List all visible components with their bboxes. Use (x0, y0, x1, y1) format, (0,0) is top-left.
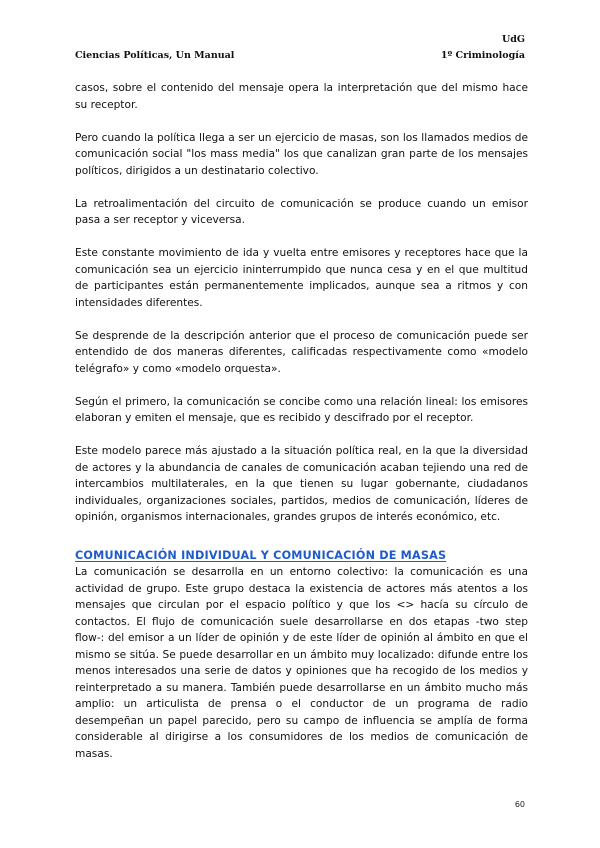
paragraph: La retroalimentación del circuito de comunicación se produce cuando un emisor pasa a ser receptor y viceversa. (75, 197, 528, 226)
page-number: 60 (514, 800, 525, 809)
section-paragraph: La comunicación se desarrolla en un entorno colectivo: la comunicación es una actividad de grupo. Este grupo destaca la existencia de actores más atentos a los mensajes que circulan por el espacio político y que los <> hacía su círculo de contactos. El flujo de comunicación suele desarrollarse en dos etapas -two step flow-: del emisor a un líder de opinión y de este líder de opinión al ámbito en que el mismo se sitúa. Se puede desarrollar en un ámbito muy localizado: difunde entre los menos interesados una serie de datos y opiniones que ha recogido de los medios y reinterpretado a su manera. También puede desarrollarse en un ámbito mucho más amplio: un articulista de prensa o el conductor de un programa de radio desempeñan un papel parecido, pero su campo de influencia se amplía de forma considerable al dirigirse a los consumidores de los medios de comunicación de masas. (75, 566, 528, 760)
paragraph: casos, sobre el contenido del mensaje opera la interpretación que del mismo hace su receptor. (75, 82, 528, 111)
section-heading: COMUNICACIÓN INDIVIDUAL Y COMUNICACIÓN DE MASAS (75, 548, 447, 562)
header-course: 1º Criminología (440, 50, 525, 61)
header-book-title: Ciencias Políticas, Un Manual (75, 50, 235, 61)
paragraph: Este modelo parece más ajustado a la situación política real, en la que la diversidad de actores y la abundancia de canales de comunicación acaban tejiendo una red de intercambios multilaterales, en la que tienen su lugar gobernante, ciudadanos individuales, organizaciones sociales, partidos, medios de comunicación, líderes de opinión, organismos internacionales, grandes grupos de interés económico, etc. (75, 445, 528, 523)
paragraph: Pero cuando la política llega a ser un ejercicio de masas, son los llamados medios de comunicación social "los mass media" los que canalizan gran parte de los mensajes políticos, dirigidos a un destinatario colectivo. (75, 131, 528, 177)
header-institution: UdG (501, 34, 525, 45)
paragraph: Este constante movimiento de ida y vuelta entre emisores y receptores hace que la comunicación sea un ejercicio ininterrumpido que nunca cesa y en el que multitud de participantes están permanentemente implicados, aunque sea a ritmos y con intensidades diferentes. (75, 247, 528, 309)
paragraph: Según el primero, la comunicación se concibe como una relación lineal: los emisores elaboran y emiten el mensaje, que es recibido y descifrado por el receptor. (75, 395, 528, 424)
paragraph: Se desprende de la descripción anterior que el proceso de comunicación puede ser entendido de dos maneras diferentes, calificadas respectivamente como «modelo telégrafo» y como «modelo orquesta». (75, 329, 528, 375)
page-header (75, 34, 525, 64)
page-content (75, 80, 528, 779)
